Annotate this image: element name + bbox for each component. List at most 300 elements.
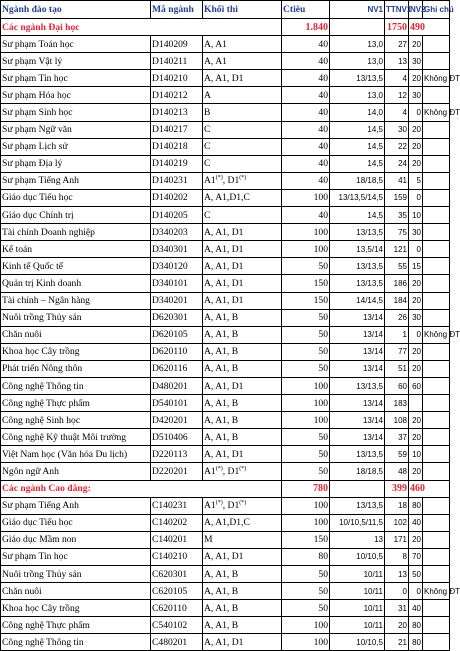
cell-nv1: 13,5/14 [330, 241, 385, 258]
table-row [1, 258, 450, 275]
cell-ttnv1: 21 [385, 634, 409, 651]
cell-nv1: 14,5 [330, 155, 385, 172]
cell-khoi-thi: A, A1, B [203, 326, 282, 343]
cell-nganh: Sư phạm Lịch sử [1, 138, 151, 155]
cell-ghi-chu [423, 514, 450, 531]
cell-chi-tieu: 50 [282, 360, 330, 377]
cell-nganh: Giáo dục Tiểu học [1, 514, 151, 531]
cell-khoi-thi: A, A1, D1 [203, 548, 282, 565]
cell-nganh: Sư phạm Tiếng Anh [1, 497, 151, 514]
cell-nv1: 13/13,5 [330, 258, 385, 275]
cell-ttnv1: 171 [385, 531, 409, 548]
cell-ghi-chu [423, 207, 450, 224]
cell-ma-nganh: D620301 [151, 309, 203, 326]
cell-nv2: 40 [409, 600, 423, 617]
cell-chi-tieu: 40 [282, 87, 330, 104]
cell-ma-nganh: C140202 [151, 514, 203, 531]
cell-nganh: Chăn nuôi [1, 326, 151, 343]
cell-ma-nganh: C140210 [151, 548, 203, 565]
cell-khoi-thi [203, 463, 282, 480]
cell-nv2: 30 [409, 87, 423, 104]
cell-ghi-chu [423, 377, 450, 394]
cell-ma-nganh: D140212 [151, 87, 203, 104]
cell-nganh: Sư phạm Tiếng Anh [1, 172, 151, 189]
cell-ghi-chu [423, 292, 450, 309]
cell-khoi-thi: A, A1, D1 [203, 292, 282, 309]
cell-ttnv1: 12 [385, 87, 409, 104]
cell-nganh: Công nghệ Kỹ thuật Môi trường [1, 429, 151, 446]
cell-chi-tieu: 50 [282, 326, 330, 343]
khoi-footnote-mark: (*) [239, 499, 247, 506]
table-row [1, 617, 450, 634]
cell-chi-tieu: 100 [282, 634, 330, 651]
cell-nganh: Việt Nam học (Văn hóa Du lịch) [1, 446, 151, 463]
cell-ma-nganh: D140219 [151, 155, 203, 172]
cell-chi-tieu: 150 [282, 275, 330, 292]
cell-nv2: 5 [409, 172, 423, 189]
table-row [1, 531, 450, 548]
section-row [1, 19, 450, 36]
cell-chi-tieu: 40 [282, 53, 330, 70]
cell-nganh: Khoa học Cây trồng [1, 343, 151, 360]
cell-ma-nganh: D420201 [151, 412, 203, 429]
cell-ttnv1: 183 [385, 395, 409, 412]
cell-nv1: 14,0 [330, 104, 385, 121]
cell-ttnv1: 55 [385, 258, 409, 275]
cell-ttnv1: 77 [385, 343, 409, 360]
cell-nv2: 50 [409, 566, 423, 583]
cell-ma-nganh: D140209 [151, 36, 203, 53]
cell-ghi-chu [423, 275, 450, 292]
header-ttnv1: TTNV1 [385, 1, 409, 19]
cell-ttnv1: 18 [385, 497, 409, 514]
cell-ttnv1: 59 [385, 446, 409, 463]
cell-khoi-thi: A, A1,D1,C [203, 514, 282, 531]
cell-ghi-chu: Không ĐT [423, 104, 450, 121]
table-row [1, 446, 450, 463]
cell-nv2: 0 [409, 104, 423, 121]
cell-ttnv1: 108 [385, 412, 409, 429]
cell-khoi-thi [203, 497, 282, 514]
cell-khoi-thi: A, A1, D1 [203, 70, 282, 87]
table-row [1, 138, 450, 155]
table-row [1, 275, 450, 292]
cell-nganh: Ngôn ngữ Anh [1, 463, 151, 480]
cell-nv2: 15 [409, 258, 423, 275]
cell-ghi-chu [423, 360, 450, 377]
cell-ma-nganh: D140231 [151, 172, 203, 189]
table-row [1, 224, 450, 241]
cell-nganh: Phát triển Nông thôn [1, 360, 151, 377]
cell-nv2: 10 [409, 207, 423, 224]
cell-ma-nganh: D140217 [151, 121, 203, 138]
header-chi-tieu: Ctiêu [282, 1, 330, 19]
cell-nv1: 13,0 [330, 53, 385, 70]
cell-ghi-chu [423, 241, 450, 258]
cell-chi-tieu: 40 [282, 121, 330, 138]
cell-khoi-thi: A, A1, B [203, 566, 282, 583]
cell-ghi-chu [423, 497, 450, 514]
cell-ttnv1: 8 [385, 548, 409, 565]
cell-nv2: 60 [409, 377, 423, 394]
cell-ghi-chu [423, 36, 450, 53]
cell-nv1: 18/18,5 [330, 463, 385, 480]
cell-ma-nganh: D140218 [151, 138, 203, 155]
cell-khoi-thi: A, A1, D1 [203, 446, 282, 463]
table-row [1, 583, 450, 600]
cell-nganh: Giáo dục Chính trị [1, 207, 151, 224]
cell-ghi-chu [423, 617, 450, 634]
cell-chi-tieu: 40 [282, 36, 330, 53]
cell-nganh: Công nghệ Thực phẩm [1, 617, 151, 634]
cell-ma-nganh: D510406 [151, 429, 203, 446]
khoi-footnote-mark: (*) [239, 175, 247, 182]
header-nganh: Ngành đào tạo [1, 1, 151, 19]
section-row [1, 480, 450, 497]
khoi-part: A1 [204, 175, 216, 187]
cell-nv1: 18/18,5 [330, 172, 385, 189]
khoi-footnote-mark: (*) [215, 175, 223, 182]
table-row [1, 36, 450, 53]
cell-khoi-thi: A, A1, D1 [203, 224, 282, 241]
table-row [1, 189, 450, 206]
cell-ghi-chu [423, 566, 450, 583]
cell-khoi-thi: C [203, 207, 282, 224]
cell-ma-nganh: D340301 [151, 241, 203, 258]
cell-khoi-thi: A, A1, D1 [203, 241, 282, 258]
table-row [1, 497, 450, 514]
cell-nganh: Khoa học Cây trồng [1, 600, 151, 617]
cell-khoi-thi: A, A1, D1 [203, 258, 282, 275]
cell-nv1: 10/11 [330, 600, 385, 617]
cell-ghi-chu [423, 138, 450, 155]
cell-ttnv1: 30 [385, 121, 409, 138]
cell-ttnv1: 35 [385, 207, 409, 224]
table-row [1, 309, 450, 326]
table-row [1, 343, 450, 360]
cell-chi-tieu: 50 [282, 429, 330, 446]
cell-khoi-thi: A, A1, B [203, 360, 282, 377]
cell-nganh: Sư phạm Hóa học [1, 87, 151, 104]
cell-chi-tieu: 100 [282, 412, 330, 429]
cell-nv1: 13/14 [330, 309, 385, 326]
cell-ttnv1: 60 [385, 377, 409, 394]
cell-nv1: 13/13,5 [330, 70, 385, 87]
cell-khoi-thi: A, A1, D1 [203, 634, 282, 651]
cell-chi-tieu: 40 [282, 138, 330, 155]
cell-nv1: 13 [330, 531, 385, 548]
cell-ghi-chu [423, 600, 450, 617]
cell-nganh: Sư phạm Sinh học [1, 104, 151, 121]
cell-nv1: 10/10,5 [330, 634, 385, 651]
cell-ma-nganh: D480201 [151, 377, 203, 394]
cell-nganh: Sư phạm Toán học [1, 36, 151, 53]
cell-nganh: Công nghệ Sinh học [1, 412, 151, 429]
cell-ghi-chu: Không ĐT [423, 326, 450, 343]
cell-nv2: 80 [409, 497, 423, 514]
cell-ttnv1: 27 [385, 36, 409, 53]
cell-chi-tieu: 100 [282, 514, 330, 531]
header-row [1, 1, 450, 19]
cell-khoi-thi: A, A1, B [203, 343, 282, 360]
cell-nv2: 0 [409, 583, 423, 600]
cell-ma-nganh: C140201 [151, 531, 203, 548]
cell-ghi-chu [423, 53, 450, 70]
cell-nv2: 10 [409, 446, 423, 463]
table-row [1, 514, 450, 531]
cell-chi-tieu: 50 [282, 446, 330, 463]
cell-ghi-chu [423, 258, 450, 275]
cell-ttnv1: 31 [385, 600, 409, 617]
cell-nv2: 0 [409, 189, 423, 206]
cell-ghi-chu [423, 429, 450, 446]
cell-nv2: 30 [409, 224, 423, 241]
cell-nv2 [409, 395, 423, 412]
table-row [1, 207, 450, 224]
cell-khoi-thi: A, A1, B [203, 309, 282, 326]
cell-nganh: Chăn nuôi [1, 583, 151, 600]
table-row [1, 53, 450, 70]
cell-nv1: 14,5 [330, 121, 385, 138]
table-row [1, 87, 450, 104]
cell-nv2: 30 [409, 309, 423, 326]
cell-ghi-chu [423, 309, 450, 326]
cell-nv2: 20 [409, 343, 423, 360]
cell-nv2: 20 [409, 121, 423, 138]
table-row [1, 70, 450, 87]
cell-ttnv1: 22 [385, 138, 409, 155]
cell-nv1: 13/14 [330, 343, 385, 360]
cell-ma-nganh: D540101 [151, 395, 203, 412]
cell-chi-tieu: 100 [282, 617, 330, 634]
cell-nv2: 20 [409, 36, 423, 53]
cell-nv2: 20 [409, 429, 423, 446]
cell-nganh: Công nghệ Thực phẩm [1, 395, 151, 412]
cell-nv1: 10/11 [330, 583, 385, 600]
cell-khoi-thi: A, A1 [203, 36, 282, 53]
cell-ttnv1: 75 [385, 224, 409, 241]
cell-ttnv1: 159 [385, 189, 409, 206]
cell-ghi-chu [423, 87, 450, 104]
cell-nv2: 40 [409, 514, 423, 531]
cell-khoi-thi: M [203, 531, 282, 548]
cell-ma-nganh: D340101 [151, 275, 203, 292]
cell-nganh: Tài chính Doanh nghiệp [1, 224, 151, 241]
cell-chi-tieu: 150 [282, 292, 330, 309]
cell-nganh: Nuôi trồng Thủy sản [1, 566, 151, 583]
cell-ttnv1: 4 [385, 70, 409, 87]
table-row [1, 360, 450, 377]
cell-chi-tieu: 150 [282, 531, 330, 548]
cell-nv2: 30 [409, 53, 423, 70]
cell-ma-nganh: D340120 [151, 258, 203, 275]
cell-ttnv1: 121 [385, 241, 409, 258]
cell-nv2: 0 [409, 241, 423, 258]
table-row [1, 412, 450, 429]
khoi-part: , D1 [222, 465, 240, 477]
cell-khoi-thi: B [203, 104, 282, 121]
cell-nganh: Kế toán [1, 241, 151, 258]
cell-nv2: 0 [409, 326, 423, 343]
cell-nv1: 13/13,5 [330, 497, 385, 514]
cell-ghi-chu [423, 172, 450, 189]
cell-nv1: 14,5 [330, 138, 385, 155]
table-row [1, 155, 450, 172]
cell-chi-tieu: 100 [282, 241, 330, 258]
section-total-nv1 [330, 19, 385, 36]
cell-chi-tieu: 50 [282, 309, 330, 326]
cell-nganh: Nuôi trồng Thủy sản [1, 309, 151, 326]
cell-nganh: Quản trị Kinh doanh [1, 275, 151, 292]
cell-nganh: Công nghệ Thông tin [1, 634, 151, 651]
cell-nganh: Sư phạm Tin học [1, 548, 151, 565]
cell-ma-nganh: D140211 [151, 53, 203, 70]
cell-nv2: 70 [409, 548, 423, 565]
cell-ma-nganh: C620301 [151, 566, 203, 583]
table-row [1, 377, 450, 394]
cell-nv2: 20 [409, 360, 423, 377]
section-total-nv2: 490 [409, 19, 450, 36]
cell-ttnv1: 26 [385, 309, 409, 326]
header-ghi-chu: Ghi chú [423, 1, 450, 19]
table-row [1, 241, 450, 258]
cell-ma-nganh: C620105 [151, 583, 203, 600]
cell-khoi-thi: C [203, 121, 282, 138]
cell-ma-nganh: C620110 [151, 600, 203, 617]
khoi-footnote-mark: (*) [215, 499, 223, 506]
cell-ghi-chu [423, 634, 450, 651]
cell-ghi-chu [423, 224, 450, 241]
cell-khoi-thi: A, A1, B [203, 583, 282, 600]
cell-nv1: 13/14 [330, 360, 385, 377]
cell-nganh: Sư phạm Vật lý [1, 53, 151, 70]
cell-nv2: 20 [409, 70, 423, 87]
cell-nganh: Sư phạm Tin học [1, 70, 151, 87]
cell-nv1: 13,0 [330, 36, 385, 53]
cell-ma-nganh: D220113 [151, 446, 203, 463]
cell-nv1: 10/11 [330, 617, 385, 634]
table-row [1, 104, 450, 121]
cell-ma-nganh: D140202 [151, 189, 203, 206]
cell-ma-nganh: D340201 [151, 292, 203, 309]
table-row [1, 292, 450, 309]
table-row [1, 600, 450, 617]
cell-khoi-thi [203, 172, 282, 189]
cell-ghi-chu: Không ĐT [423, 583, 450, 600]
cell-chi-tieu: 100 [282, 377, 330, 394]
cell-nv1: 13/13,5/14,5 [330, 189, 385, 206]
cell-ttnv1: 13 [385, 53, 409, 70]
cell-khoi-thi: A, A1, B [203, 395, 282, 412]
cell-nganh: Sư phạm Ngữ văn [1, 121, 151, 138]
cell-ghi-chu [423, 121, 450, 138]
cell-khoi-thi: A, A1, B [203, 412, 282, 429]
cell-chi-tieu: 100 [282, 189, 330, 206]
cell-nv1: 13/13,5 [330, 275, 385, 292]
cell-nv1: 10/10,5 [330, 548, 385, 565]
cell-ttnv1: 48 [385, 463, 409, 480]
cell-nv2: 80 [409, 617, 423, 634]
khoi-part: A1 [204, 465, 216, 477]
cell-ghi-chu [423, 463, 450, 480]
cell-khoi-thi: A, A1, D1 [203, 377, 282, 394]
cell-ttnv1: 4 [385, 104, 409, 121]
cell-nv2: 20 [409, 275, 423, 292]
cell-chi-tieu: 50 [282, 600, 330, 617]
khoi-footnote-mark: (*) [215, 465, 223, 472]
header-khoi-thi: Khối thi [203, 1, 282, 19]
cell-ma-nganh: D620105 [151, 326, 203, 343]
cell-ttnv1: 184 [385, 292, 409, 309]
cell-ghi-chu [423, 395, 450, 412]
cell-chi-tieu: 50 [282, 343, 330, 360]
table-row [1, 121, 450, 138]
cell-nganh: Kinh tế Quốc tế [1, 258, 151, 275]
table-row [1, 634, 450, 651]
table-row [1, 548, 450, 565]
cell-chi-tieu: 40 [282, 70, 330, 87]
cell-chi-tieu: 100 [282, 395, 330, 412]
cell-ghi-chu [423, 531, 450, 548]
cell-ttnv1: 24 [385, 155, 409, 172]
table-row [1, 172, 450, 189]
cell-nganh: Giáo dục Mầm non [1, 531, 151, 548]
cell-khoi-thi: A, A1, B [203, 600, 282, 617]
cell-ttnv1: 1 [385, 326, 409, 343]
cell-ttnv1: 102 [385, 514, 409, 531]
cell-ghi-chu [423, 189, 450, 206]
cell-nv2: 80 [409, 634, 423, 651]
cell-chi-tieu: 80 [282, 548, 330, 565]
cell-chi-tieu: 50 [282, 258, 330, 275]
table-row [1, 326, 450, 343]
section-total-chi-tieu: 1.840 [282, 19, 330, 36]
cell-nv1: 13/14 [330, 326, 385, 343]
cell-nv2: 20 [409, 138, 423, 155]
cell-ghi-chu [423, 548, 450, 565]
cell-nganh: Sư phạm Địa lý [1, 155, 151, 172]
cell-ghi-chu [423, 155, 450, 172]
cell-nganh: Công nghệ Thông tin [1, 377, 151, 394]
cell-khoi-thi: A, A1, B [203, 617, 282, 634]
cell-chi-tieu: 50 [282, 583, 330, 600]
cell-khoi-thi: A, A1,D1,C [203, 189, 282, 206]
cell-chi-tieu: 100 [282, 224, 330, 241]
section-total-ttnv1: 399 [385, 480, 409, 497]
cell-nv2: 20 [409, 463, 423, 480]
header-ma-nganh: Mã ngành [151, 1, 203, 19]
cell-ma-nganh: D140210 [151, 70, 203, 87]
cell-ttnv1: 186 [385, 275, 409, 292]
cell-ghi-chu [423, 412, 450, 429]
cell-ttnv1: 37 [385, 429, 409, 446]
table-body [1, 1, 460, 651]
cell-ttnv1: 0 [385, 583, 409, 600]
cell-nv1: 14/14,5 [330, 292, 385, 309]
cell-ttnv1: 41 [385, 172, 409, 189]
cell-ma-nganh: C540102 [151, 617, 203, 634]
cell-nv1: 13/14 [330, 395, 385, 412]
cell-chi-tieu: 50 [282, 566, 330, 583]
cell-chi-tieu: 100 [282, 497, 330, 514]
cell-ma-nganh: D620116 [151, 360, 203, 377]
cell-nv2: 20 [409, 412, 423, 429]
cell-khoi-thi: A, A1, D1 [203, 275, 282, 292]
cell-ma-nganh: D140205 [151, 207, 203, 224]
cell-ttnv1: 13 [385, 566, 409, 583]
section-title: Các ngành Đại học [1, 19, 282, 36]
header-nv1: NV1 [330, 1, 385, 19]
